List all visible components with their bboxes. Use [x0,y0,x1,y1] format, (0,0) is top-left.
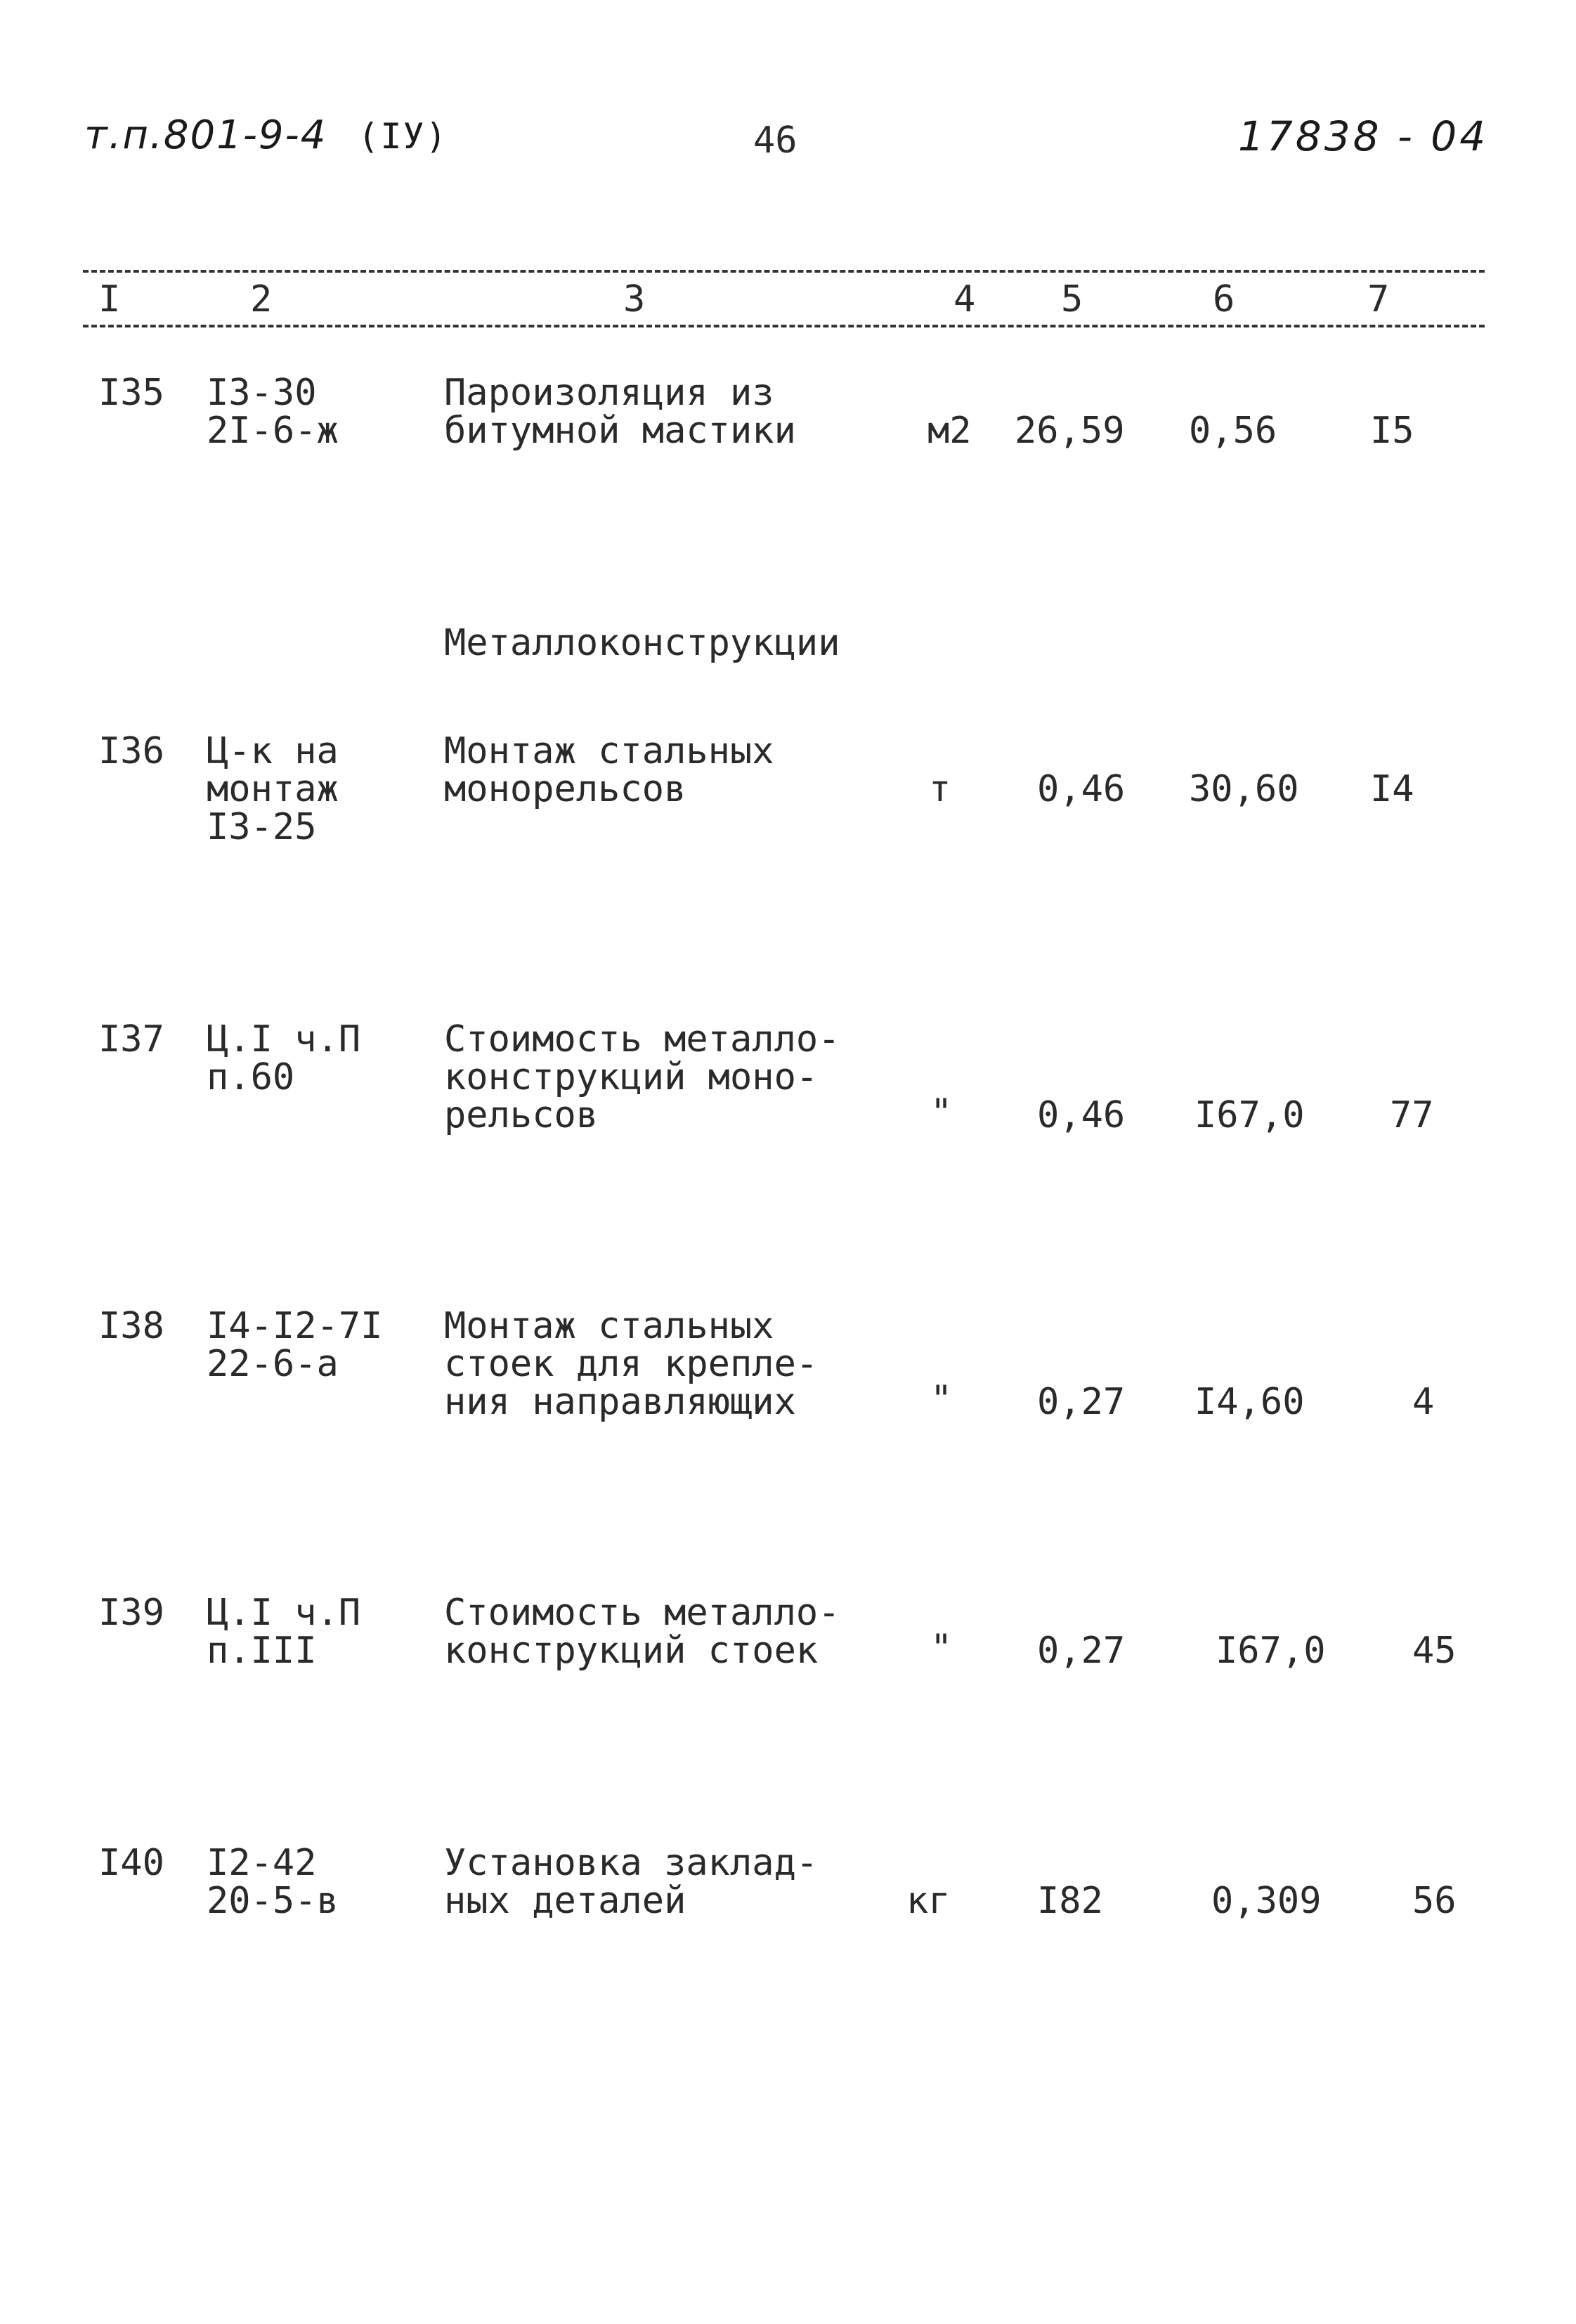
reference-line: I4-I2-7I [207,1305,383,1347]
row-number: I35 [98,372,164,414]
reference-line: Ц.I ч.П [207,1592,361,1634]
description-line: стоек для крепле- [444,1343,819,1385]
reference-line: I2-42 [207,1842,317,1884]
column-number-7: 7 [1367,278,1390,320]
column-number-3: 3 [623,278,646,320]
description-line: битумной мастики [444,410,796,452]
row-description [444,1307,818,1421]
row-total: I4 [1370,768,1414,810]
reference-line: Ц-к на [207,730,339,772]
row-unit: " [930,1378,953,1420]
row-reference [207,1020,360,1096]
row-unit-price: 30,60 [1189,768,1299,810]
reference-line: монтаж [207,768,339,810]
row-unit-price: I4,60 [1194,1381,1305,1423]
document-code-part: (IУ) [358,116,448,157]
row-quantity: 0,27 [1037,1381,1126,1423]
header-bottom-rule [83,325,1485,327]
row-quantity: 0,46 [1037,1094,1126,1136]
column-number-4: 4 [953,278,976,320]
row-unit: кг [906,1880,951,1922]
row-reference [207,732,339,846]
reference-line: 22-6-а [207,1343,339,1385]
row-unit-price: I67,0 [1216,1630,1326,1672]
reference-line: п.60 [207,1056,295,1098]
row-quantity: 0,27 [1037,1630,1126,1672]
column-number-6: 6 [1213,278,1235,320]
column-number-5: 5 [1061,278,1083,320]
description-line: рельсов [444,1094,599,1136]
description-line: Установка заклад- [444,1842,819,1884]
row-number: I37 [98,1018,164,1060]
row-number: I36 [98,730,164,772]
header-top-rule [83,270,1485,273]
description-line: Стоимость металло- [444,1592,840,1634]
row-reference [207,1594,360,1670]
column-number-1: I [98,278,121,320]
row-unit: м2 [927,410,972,452]
row-unit: т [929,768,951,810]
row-unit: " [930,1627,953,1669]
description-line: Пароизоляция из [444,372,774,414]
row-description [444,1594,840,1670]
description-line: конструкций моно- [444,1056,819,1098]
row-reference [207,1844,339,1920]
description-line: Стоимость металло- [444,1018,840,1060]
reference-line: Ц.I ч.П [207,1018,361,1060]
row-unit-price: I67,0 [1194,1094,1305,1136]
page-number: 46 [753,119,797,162]
description-line: Монтаж стальных [444,730,774,772]
row-description [444,1020,840,1134]
row-reference [207,1307,382,1383]
row-number: I40 [98,1842,164,1884]
section-title: Металлоконструкции [444,622,840,664]
reference-line: I3-25 [207,806,317,848]
document-code [84,112,448,158]
row-description [444,374,796,450]
description-line: конструкций стоек [444,1630,819,1672]
row-unit-price: 0,56 [1189,410,1277,452]
row-total: 56 [1412,1880,1457,1922]
reference-line: 2I-6-ж [207,410,339,452]
row-description [444,1844,818,1920]
row-total: 45 [1412,1630,1457,1672]
column-number-2: 2 [250,278,273,320]
registration-number: 17838 - 04 [1238,112,1489,160]
row-description [444,732,774,808]
description-line: монорельсов [444,768,686,810]
row-total: 77 [1390,1094,1434,1136]
document-code-number: т.п.801-9-4 [84,112,327,158]
row-quantity: 26,59 [1015,410,1125,452]
description-line: ния направляющих [444,1381,796,1423]
row-unit: " [930,1091,953,1134]
description-line: Монтаж стальных [444,1305,774,1347]
reference-line: I3-30 [207,372,317,414]
row-quantity: I82 [1037,1880,1103,1922]
row-total: I5 [1370,410,1414,452]
row-number: I38 [98,1305,164,1347]
row-unit-price: 0,309 [1211,1880,1322,1922]
row-reference [207,374,339,450]
reference-line: 20-5-в [207,1880,339,1922]
row-number: I39 [98,1592,164,1634]
row-total: 4 [1412,1381,1435,1423]
description-line: ных деталей [444,1880,686,1922]
row-quantity: 0,46 [1037,768,1126,810]
reference-line: п.III [207,1630,317,1672]
